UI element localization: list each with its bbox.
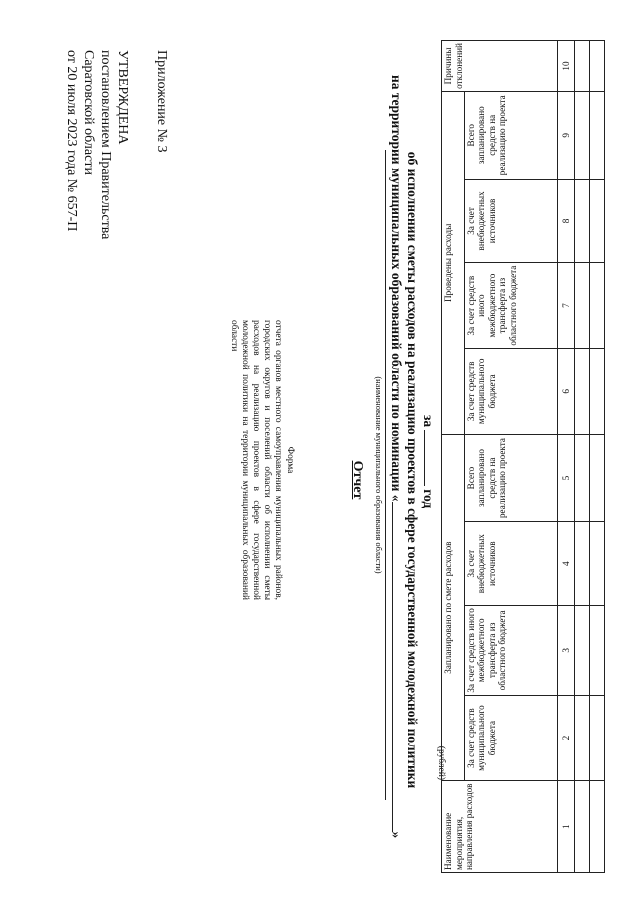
approved-word: УТВЕРЖДЕНА — [115, 50, 130, 145]
empty-data-row — [575, 41, 590, 873]
column-number: 5 — [558, 434, 575, 522]
table-cell — [590, 179, 605, 263]
table-cell — [590, 263, 605, 349]
approval-line: Саратовской области — [81, 50, 96, 175]
report-subject-line1: об исполнении сметы расходов на реализацию проектов в сфере государственной молодежной политики — [405, 151, 420, 789]
table-cell — [590, 348, 605, 434]
group-header-actual: Проведены расходы — [442, 91, 465, 434]
table-cell — [590, 695, 605, 781]
subheader-interbudget: За счет средств иного межбюджетного трансферта из областного бюджета — [464, 606, 557, 696]
column-number: 1 — [558, 781, 575, 873]
table-cell — [575, 179, 590, 263]
table-cell — [575, 263, 590, 349]
report-period — [420, 415, 436, 508]
group-header-planned: Запланировано по смете расходов — [442, 434, 465, 781]
table-cell — [590, 781, 605, 873]
approval-stamp — [63, 50, 170, 280]
nomination-fill-line — [392, 502, 393, 832]
column-number: 6 — [558, 348, 575, 434]
subheader-interbudget: За счет средств иного межбюджетного трансферта из областного бюджета — [464, 263, 557, 349]
period-suffix: год — [421, 489, 436, 509]
column-header-activity: Наименование мероприятия, направления расходов — [442, 781, 558, 873]
table-cell — [575, 781, 590, 873]
appendix-number: Приложение № 3 — [154, 50, 169, 153]
column-number: 3 — [558, 606, 575, 696]
form-description — [228, 320, 295, 600]
column-number: 8 — [558, 179, 575, 263]
report-subject-line2 — [388, 75, 404, 839]
table-cell — [575, 41, 590, 92]
table-cell — [575, 91, 590, 179]
report-title: Отчет — [350, 460, 365, 500]
table-cell — [590, 41, 605, 92]
municipality-fill-line — [385, 150, 386, 800]
expenditure-table — [441, 40, 605, 873]
table-cell — [575, 434, 590, 522]
subheader-total: Всего запланировано средств на реализацию проекта — [464, 434, 557, 522]
table-cell — [575, 522, 590, 606]
municipality-caption: (наименование муниципального образования области) — [374, 376, 384, 574]
period-prefix: за — [421, 415, 436, 428]
subheader-municipal: За счет средств муниципального бюджета — [464, 695, 557, 781]
subject-close-quote: » — [389, 831, 404, 839]
table-cell — [575, 606, 590, 696]
subject-text: на территории муниципальных образований области по номинации « — [389, 75, 404, 502]
column-number: 7 — [558, 263, 575, 349]
currency-unit: (рублей) — [436, 745, 446, 780]
table-cell — [590, 91, 605, 179]
empty-data-row — [590, 41, 605, 873]
subheader-extrabudget: За счет внебюджетных источников — [464, 522, 557, 606]
approval-line: постановлением Правительства — [98, 50, 113, 240]
approval-date: от 20 июля 2023 года № 657-П — [64, 50, 79, 232]
year-fill-line — [424, 430, 425, 486]
table-cell — [590, 522, 605, 606]
column-number: 10 — [558, 41, 575, 92]
column-number-row — [558, 41, 575, 873]
column-number: 4 — [558, 522, 575, 606]
table-cell — [590, 606, 605, 696]
form-text: отчета органов местного самоуправления муниципальных районов, городских округов и поселений области об исполнении сметы расходов на реализацию проектов в сфере государственной молодежной политики на территории муниципальных образований области — [229, 320, 283, 600]
form-heading: Форма — [285, 446, 295, 474]
column-number: 9 — [558, 91, 575, 179]
column-header-reasons: Причины отклонений — [442, 41, 558, 92]
column-number: 2 — [558, 695, 575, 781]
subheader-municipal: За счет средств муниципального бюджета — [464, 348, 557, 434]
subheader-extrabudget: За счет внебюджетных источников — [464, 179, 557, 263]
subheader-total: Всего запланировано средств на реализацию проекта — [464, 91, 557, 179]
table-cell — [575, 695, 590, 781]
table-cell — [575, 348, 590, 434]
table-cell — [590, 434, 605, 522]
